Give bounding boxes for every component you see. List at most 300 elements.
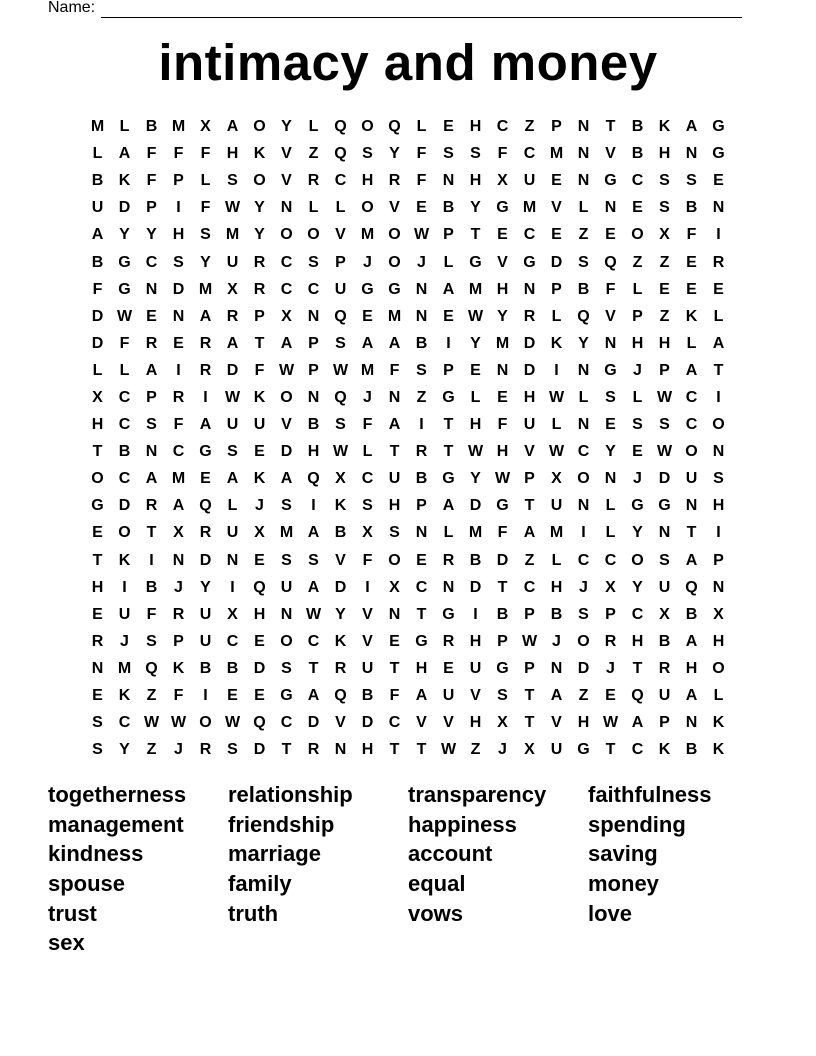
- grid-letter: U: [523, 172, 536, 190]
- grid-letter: F: [497, 524, 508, 542]
- word-list-item: saving: [588, 841, 658, 867]
- grid-letter: E: [146, 307, 157, 325]
- grid-letter: W: [143, 714, 160, 732]
- grid-letter: T: [389, 443, 400, 461]
- grid-letter: H: [631, 632, 644, 650]
- grid-letter: X: [173, 524, 184, 542]
- grid-letter: P: [308, 334, 319, 352]
- grid-letter: H: [550, 578, 563, 596]
- grid-row: [84, 411, 732, 438]
- grid-letter: A: [685, 632, 698, 650]
- grid-letter: R: [253, 253, 266, 271]
- grid-letter: J: [498, 741, 507, 759]
- grid-letter: F: [362, 551, 373, 569]
- grid-letter: E: [254, 687, 265, 705]
- grid-letter: U: [685, 470, 698, 488]
- grid-letter: S: [443, 145, 454, 163]
- grid-letter: L: [335, 199, 346, 217]
- grid-letter: O: [91, 470, 104, 488]
- grid-letter: P: [416, 497, 427, 515]
- grid-letter: Y: [119, 226, 130, 244]
- grid-letter: J: [120, 632, 129, 650]
- grid-letter: W: [521, 632, 538, 650]
- name-label: Name:: [48, 0, 96, 16]
- grid-letter: W: [116, 307, 133, 325]
- grid-letter: N: [307, 388, 320, 406]
- grid-letter: T: [686, 524, 697, 542]
- grid-letter: A: [685, 361, 698, 379]
- grid-letter: K: [658, 118, 671, 136]
- grid-letter: O: [199, 714, 212, 732]
- grid-letter: B: [145, 118, 158, 136]
- grid-letter: N: [604, 199, 617, 217]
- grid-row: [84, 465, 732, 492]
- grid-letter: P: [254, 307, 265, 325]
- grid-row: [84, 547, 732, 574]
- grid-letter: P: [524, 605, 535, 623]
- grid-letter: N: [172, 307, 185, 325]
- grid-letter: X: [659, 226, 670, 244]
- grid-letter: G: [199, 443, 212, 461]
- grid-letter: F: [254, 361, 265, 379]
- grid-letter: P: [443, 361, 454, 379]
- grid-letter: V: [281, 416, 292, 434]
- grid-letter: B: [685, 741, 698, 759]
- grid-letter: O: [577, 470, 590, 488]
- grid-letter: B: [118, 443, 131, 461]
- grid-letter: A: [226, 470, 239, 488]
- grid-letter: J: [255, 497, 264, 515]
- grid-letter: Y: [470, 334, 481, 352]
- grid-letter: A: [442, 497, 455, 515]
- grid-letter: T: [470, 226, 481, 244]
- grid-letter: E: [632, 443, 643, 461]
- grid-letter: Z: [416, 388, 427, 406]
- grid-letter: H: [469, 172, 482, 190]
- grid-letter: B: [361, 687, 374, 705]
- grid-letter: Q: [685, 578, 698, 596]
- grid-letter: N: [685, 497, 698, 515]
- grid-letter: M: [90, 118, 105, 136]
- word-list-item: family: [228, 871, 292, 897]
- grid-letter: E: [632, 199, 643, 217]
- grid-letter: G: [523, 253, 536, 271]
- grid-letter: L: [119, 361, 130, 379]
- grid-letter: L: [443, 524, 454, 542]
- grid-row: [84, 140, 732, 167]
- grid-letter: N: [91, 659, 104, 677]
- grid-letter: S: [659, 551, 670, 569]
- grid-letter: T: [524, 497, 535, 515]
- grid-letter: F: [119, 334, 130, 352]
- grid-letter: R: [442, 551, 455, 569]
- grid-row: [84, 303, 732, 330]
- grid-letter: C: [523, 578, 536, 596]
- grid-letter: B: [415, 470, 428, 488]
- grid-letter: S: [308, 253, 319, 271]
- grid-letter: D: [172, 280, 185, 298]
- grid-letter: W: [602, 714, 619, 732]
- grid-letter: E: [605, 687, 616, 705]
- grid-letter: H: [631, 334, 644, 352]
- grid-letter: X: [497, 172, 508, 190]
- grid-letter: F: [173, 416, 184, 434]
- grid-letter: L: [362, 443, 373, 461]
- grid-letter: P: [605, 605, 616, 623]
- grid-letter: C: [118, 388, 131, 406]
- grid-letter: B: [226, 659, 239, 677]
- grid-letter: S: [497, 687, 508, 705]
- grid-letter: R: [91, 632, 104, 650]
- grid-letter: H: [91, 578, 104, 596]
- grid-letter: Y: [605, 443, 616, 461]
- grid-letter: K: [334, 632, 347, 650]
- grid-letter: V: [605, 145, 616, 163]
- grid-letter: N: [604, 470, 617, 488]
- grid-letter: Q: [253, 714, 266, 732]
- grid-letter: D: [550, 253, 563, 271]
- grid-letter: Z: [659, 307, 670, 325]
- grid-letter: Y: [200, 253, 211, 271]
- grid-letter: K: [253, 388, 266, 406]
- grid-letter: D: [199, 551, 212, 569]
- grid-letter: W: [413, 226, 430, 244]
- grid-letter: J: [363, 388, 372, 406]
- grid-letter: Q: [145, 659, 158, 677]
- grid-letter: U: [253, 416, 266, 434]
- grid-letter: G: [415, 632, 428, 650]
- grid-letter: Y: [632, 578, 643, 596]
- grid-letter: S: [659, 199, 670, 217]
- grid-letter: D: [253, 741, 266, 759]
- grid-letter: N: [712, 199, 725, 217]
- grid-letter: P: [659, 714, 670, 732]
- grid-letter: V: [335, 226, 346, 244]
- grid-letter: T: [605, 741, 616, 759]
- grid-letter: X: [605, 578, 616, 596]
- grid-letter: O: [631, 226, 644, 244]
- grid-letter: X: [200, 118, 211, 136]
- grid-letter: Q: [334, 388, 347, 406]
- grid-letter: I: [554, 361, 559, 379]
- grid-letter: X: [497, 714, 508, 732]
- grid-letter: R: [172, 605, 185, 623]
- grid-letter: H: [685, 659, 698, 677]
- grid-letter: N: [685, 714, 698, 732]
- grid-letter: Q: [199, 497, 212, 515]
- grid-letter: E: [92, 524, 103, 542]
- grid-letter: S: [173, 253, 184, 271]
- grid-letter: S: [335, 334, 346, 352]
- grid-letter: T: [632, 659, 643, 677]
- grid-letter: L: [632, 388, 643, 406]
- grid-letter: E: [443, 659, 454, 677]
- grid-row: [84, 601, 732, 628]
- grid-letter: D: [523, 334, 536, 352]
- grid-letter: S: [227, 443, 238, 461]
- grid-letter: Z: [308, 145, 319, 163]
- grid-letter: B: [145, 578, 158, 596]
- grid-letter: H: [361, 741, 374, 759]
- grid-letter: B: [415, 334, 428, 352]
- grid-letter: A: [307, 687, 320, 705]
- grid-letter: L: [227, 497, 238, 515]
- grid-letter: Y: [254, 199, 265, 217]
- grid-letter: F: [416, 172, 427, 190]
- grid-letter: E: [659, 280, 670, 298]
- grid-letter: C: [577, 443, 590, 461]
- grid-letter: O: [280, 632, 293, 650]
- grid-letter: M: [522, 199, 537, 217]
- grid-letter: Q: [388, 118, 401, 136]
- grid-letter: A: [172, 497, 185, 515]
- grid-letter: T: [713, 361, 724, 379]
- grid-letter: H: [469, 632, 482, 650]
- grid-letter: N: [712, 443, 725, 461]
- grid-letter: O: [577, 632, 590, 650]
- grid-letter: Q: [334, 687, 347, 705]
- grid-letter: D: [118, 199, 131, 217]
- grid-letter: T: [92, 551, 103, 569]
- grid-letter: C: [631, 741, 644, 759]
- grid-letter: V: [389, 199, 400, 217]
- grid-letter: H: [577, 714, 590, 732]
- grid-letter: Z: [659, 253, 670, 271]
- grid-letter: D: [469, 578, 482, 596]
- grid-letter: S: [659, 172, 670, 190]
- grid-letter: A: [523, 524, 536, 542]
- grid-letter: Z: [146, 741, 157, 759]
- grid-letter: R: [307, 172, 320, 190]
- grid-row: [84, 276, 732, 303]
- grid-letter: Y: [200, 578, 211, 596]
- grid-letter: V: [470, 687, 481, 705]
- word-list-item: friendship: [228, 811, 335, 837]
- grid-letter: G: [361, 280, 374, 298]
- grid-letter: T: [389, 659, 400, 677]
- grid-letter: V: [524, 443, 535, 461]
- grid-letter: Q: [334, 145, 347, 163]
- grid-letter: T: [524, 687, 535, 705]
- grid-letter: K: [712, 714, 725, 732]
- grid-letter: A: [91, 226, 104, 244]
- grid-letter: A: [280, 334, 293, 352]
- grid-letter: Q: [631, 687, 644, 705]
- grid-letter: E: [443, 307, 454, 325]
- grid-letter: W: [656, 388, 673, 406]
- grid-letter: S: [416, 361, 427, 379]
- grid-letter: N: [577, 416, 590, 434]
- grid-letter: C: [118, 714, 131, 732]
- grid-letter: I: [203, 687, 208, 705]
- grid-row: [84, 330, 732, 357]
- grid-letter: L: [551, 307, 562, 325]
- grid-letter: S: [227, 172, 238, 190]
- grid-letter: B: [685, 199, 698, 217]
- grid-letter: R: [307, 741, 320, 759]
- word-list-item: account: [408, 841, 493, 867]
- grid-letter: D: [91, 334, 104, 352]
- word-list-item: faithfulness: [588, 782, 712, 807]
- grid-letter: N: [658, 524, 671, 542]
- grid-letter: U: [550, 741, 563, 759]
- grid-letter: C: [388, 714, 401, 732]
- grid-letter: E: [551, 226, 562, 244]
- grid-letter: L: [416, 118, 427, 136]
- grid-letter: Z: [146, 687, 157, 705]
- grid-letter: H: [712, 497, 725, 515]
- grid-letter: N: [334, 741, 347, 759]
- grid-letter: J: [552, 632, 561, 650]
- grid-letter: W: [224, 388, 241, 406]
- grid-letter: P: [632, 307, 643, 325]
- grid-letter: I: [365, 578, 370, 596]
- grid-letter: Q: [334, 118, 347, 136]
- grid-letter: G: [469, 253, 482, 271]
- word-list-item: marriage: [228, 841, 321, 867]
- grid-letter: R: [199, 524, 212, 542]
- grid-letter: F: [362, 416, 373, 434]
- grid-letter: E: [200, 470, 211, 488]
- grid-letter: K: [118, 551, 131, 569]
- grid-letter: X: [227, 280, 238, 298]
- grid-letter: O: [118, 524, 131, 542]
- grid-letter: C: [523, 145, 536, 163]
- grid-letter: P: [443, 226, 454, 244]
- grid-letter: W: [224, 199, 241, 217]
- grid-letter: X: [551, 470, 562, 488]
- grid-letter: S: [281, 497, 292, 515]
- grid-letter: Y: [254, 226, 265, 244]
- word-list-item: love: [588, 900, 633, 926]
- grid-letter: D: [496, 551, 509, 569]
- grid-letter: V: [281, 172, 292, 190]
- grid-letter: D: [91, 307, 104, 325]
- grid-letter: X: [389, 578, 400, 596]
- grid-letter: G: [712, 145, 725, 163]
- grid-letter: C: [523, 226, 536, 244]
- grid-letter: V: [497, 253, 508, 271]
- grid-letter: L: [200, 172, 211, 190]
- grid-letter: C: [280, 253, 293, 271]
- grid-letter: P: [173, 172, 184, 190]
- grid-letter: O: [388, 226, 401, 244]
- grid-letter: T: [146, 524, 157, 542]
- grid-letter: E: [497, 226, 508, 244]
- grid-letter: Y: [335, 605, 346, 623]
- grid-letter: H: [496, 443, 509, 461]
- grid-letter: N: [172, 551, 185, 569]
- grid-letter: E: [254, 551, 265, 569]
- grid-letter: O: [685, 443, 698, 461]
- grid-letter: O: [388, 253, 401, 271]
- grid-letter: M: [495, 334, 510, 352]
- word-list-item: trust: [48, 900, 97, 926]
- grid-letter: A: [280, 470, 293, 488]
- grid-letter: T: [416, 741, 427, 759]
- grid-letter: G: [496, 659, 509, 677]
- grid-row: [84, 438, 732, 465]
- grid-letter: G: [577, 741, 590, 759]
- grid-letter: J: [417, 253, 426, 271]
- name-field: [48, 0, 742, 18]
- grid-letter: U: [550, 497, 563, 515]
- grid-letter: Z: [524, 551, 535, 569]
- grid-letter: P: [524, 659, 535, 677]
- grid-letter: L: [119, 118, 130, 136]
- grid-letter: O: [307, 226, 320, 244]
- grid-letter: G: [604, 172, 617, 190]
- grid-letter: O: [361, 199, 374, 217]
- grid-letter: E: [416, 551, 427, 569]
- grid-letter: C: [118, 470, 131, 488]
- grid-letter: G: [388, 280, 401, 298]
- grid-letter: C: [631, 605, 644, 623]
- grid-letter: S: [92, 714, 103, 732]
- grid-letter: S: [362, 145, 373, 163]
- grid-letter: Z: [470, 741, 481, 759]
- grid-letter: A: [388, 416, 401, 434]
- grid-letter: I: [581, 524, 586, 542]
- grid-letter: F: [146, 605, 157, 623]
- grid-letter: G: [658, 497, 671, 515]
- grid-letter: L: [713, 687, 724, 705]
- grid-letter: C: [361, 470, 374, 488]
- grid-letter: U: [199, 605, 212, 623]
- grid-letter: F: [416, 145, 427, 163]
- grid-letter: N: [145, 443, 158, 461]
- grid-letter: E: [713, 280, 724, 298]
- grid-letter: L: [443, 253, 454, 271]
- grid-letter: R: [145, 497, 158, 515]
- grid-letter: B: [199, 659, 212, 677]
- grid-letter: Q: [253, 578, 266, 596]
- grid-letter: O: [280, 226, 293, 244]
- word-list-item: transparency: [408, 782, 547, 807]
- grid-letter: G: [442, 470, 455, 488]
- grid-letter: M: [225, 226, 240, 244]
- grid-letter: B: [577, 280, 590, 298]
- word-list-item: management: [48, 811, 184, 837]
- grid-letter: K: [658, 741, 671, 759]
- grid-letter: P: [551, 280, 562, 298]
- grid-letter: Q: [334, 307, 347, 325]
- grid-letter: W: [467, 443, 484, 461]
- grid-letter: H: [253, 605, 266, 623]
- grid-letter: R: [145, 334, 158, 352]
- grid-letter: S: [578, 253, 589, 271]
- grid-letter: C: [226, 632, 239, 650]
- grid-letter: C: [172, 443, 185, 461]
- grid-letter: W: [170, 714, 187, 732]
- grid-letter: K: [253, 145, 266, 163]
- grid-letter: V: [362, 632, 373, 650]
- grid-letter: S: [92, 741, 103, 759]
- grid-letter: N: [442, 172, 455, 190]
- grid-letter: U: [469, 659, 482, 677]
- grid-letter: A: [307, 578, 320, 596]
- grid-letter: L: [578, 388, 589, 406]
- grid-letter: N: [685, 145, 698, 163]
- grid-row: [84, 357, 732, 384]
- grid-row: [84, 194, 732, 221]
- grid-letter: M: [198, 280, 213, 298]
- grid-letter: V: [416, 714, 427, 732]
- grid-letter: G: [91, 497, 104, 515]
- grid-letter: C: [307, 280, 320, 298]
- grid-letter: N: [442, 578, 455, 596]
- grid-row: [84, 113, 732, 140]
